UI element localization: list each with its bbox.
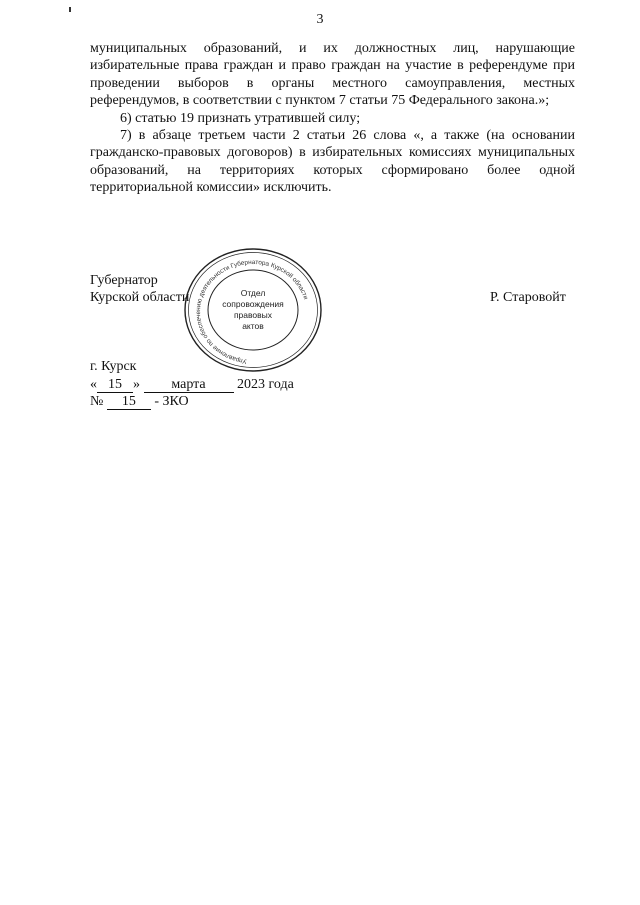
law-number-value: 15 <box>107 395 151 410</box>
document-footer <box>90 358 294 411</box>
stamp-line-4: актов <box>242 321 264 331</box>
stamp-center-text <box>182 246 324 374</box>
signatory-title-line-1: Губернатор <box>90 273 158 288</box>
quote-open: « <box>90 376 97 392</box>
number-prefix: № <box>90 394 104 409</box>
signatory-title-line-2: Курской области <box>90 290 190 305</box>
signing-date <box>90 376 294 394</box>
official-stamp <box>182 246 324 374</box>
signatory-title <box>90 272 189 306</box>
quote-close: » <box>133 376 140 392</box>
signatory-name: Р. Старовойт <box>490 290 566 305</box>
stamp-line-1: Отдел <box>240 288 266 298</box>
item-7: 7) в абзаце третьем части 2 статьи 26 слова «, а также (на основании гражданско-правовых договоров) в избирательных комиссиях муниципальных образований, на территориях которых сформировано более одной территориальной комиссии» исключить. <box>90 128 575 196</box>
document-body <box>90 40 575 197</box>
page-number: 3 <box>316 12 324 27</box>
stamp-ring-text: Управление по обеспечению деятельности Губернатора Курской области <box>195 258 310 365</box>
date-day: 15 <box>97 378 133 393</box>
date-year: 2023 года <box>237 376 294 392</box>
stamp-line-3: правовых <box>233 310 273 320</box>
law-number <box>90 393 294 411</box>
paragraph-continued: муниципальных образований, и их должностных лиц, нарушающие избирательные права граждан и право граждан на участие в референдуме при проведении выборов в органы местного самоуправления, местных референдумов, в соответствии с пунктом 7 статьи 75 Федерального закона.»; <box>90 41 575 109</box>
item-6: 6) статью 19 признать утратившей силу; <box>120 110 361 126</box>
city: г. Курск <box>90 359 137 374</box>
number-suffix: - ЗКО <box>154 394 189 409</box>
date-month: марта <box>144 378 234 393</box>
stamp-line-2: сопровождения <box>222 299 284 309</box>
